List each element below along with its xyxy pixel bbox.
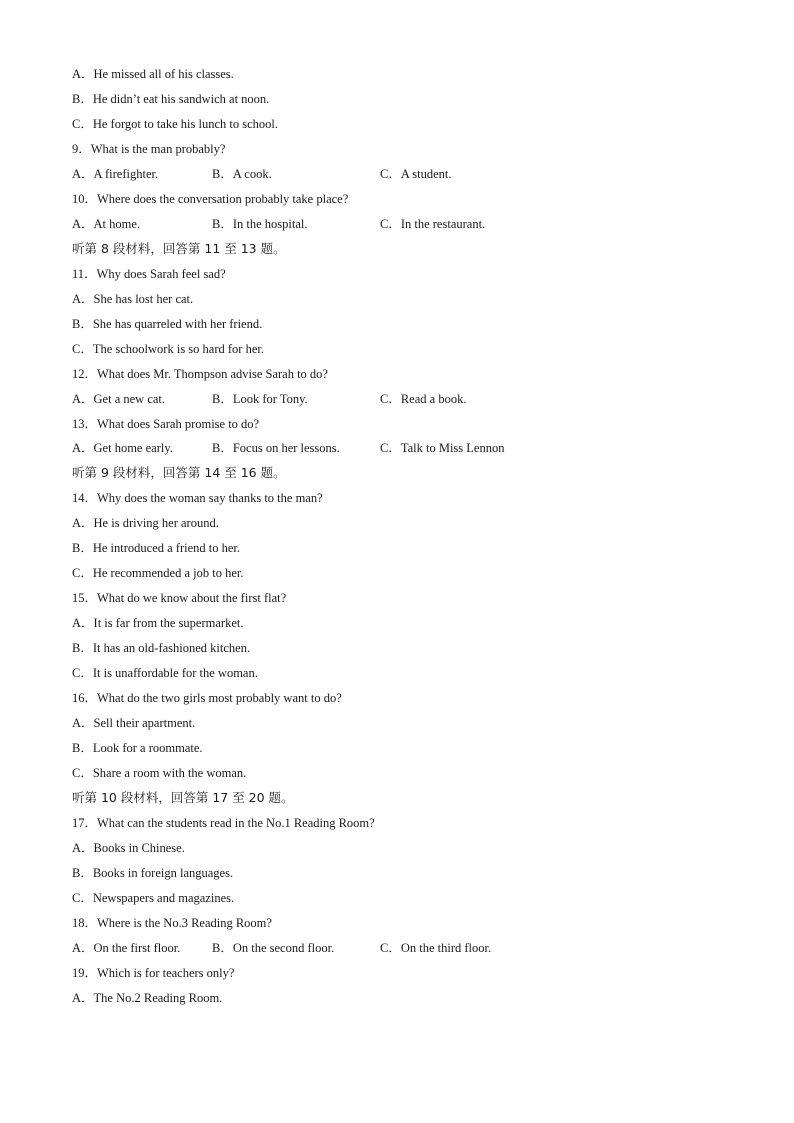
q13-option-b: B．Focus on her lessons. xyxy=(212,441,340,455)
question-16: 16．What do the two girls most probably want to do? xyxy=(72,691,342,705)
q10-option-c: C．In the restaurant. xyxy=(380,217,486,231)
q11-option-c: C．The schoolwork is so hard for her. xyxy=(72,342,264,356)
q15-option-a: A．It is far from the supermarket. xyxy=(72,616,244,630)
section-heading-9: 听第 9 段材料，回答第 14 至 16 题。 xyxy=(72,465,286,480)
q9-option-c: C．A student. xyxy=(380,167,452,181)
q16-option-b: B．Look for a roommate. xyxy=(72,741,203,755)
q15-option-b: B．It has an old-fashioned kitchen. xyxy=(72,641,251,655)
q12-option-b: B．Look for Tony. xyxy=(212,392,308,406)
q11-option-a: A．She has lost her cat. xyxy=(72,292,194,306)
question-18: 18．Where is the No.3 Reading Room? xyxy=(72,916,272,930)
q16-option-a: A．Sell their apartment. xyxy=(72,716,196,730)
question-19: 19．Which is for teachers only? xyxy=(72,966,235,980)
q14-option-a: A．He is driving her around. xyxy=(72,516,219,530)
q15-option-c: C．It is unaffordable for the woman. xyxy=(72,666,258,680)
q12-option-a: A．Get a new cat. xyxy=(72,392,166,406)
q9-option-a: A．A firefighter. xyxy=(72,167,159,181)
q13-option-a: A．Get home early. xyxy=(72,441,173,455)
q18-option-b: B．On the second floor. xyxy=(212,941,335,955)
q16-option-c: C．Share a room with the woman. xyxy=(72,766,247,780)
q11-option-b: B．She has quarreled with her friend. xyxy=(72,317,263,331)
q19-option-a: A．The No.2 Reading Room. xyxy=(72,991,223,1005)
q12-option-c: C．Read a book. xyxy=(380,392,467,406)
q8-option-a: A．He missed all of his classes. xyxy=(72,67,234,81)
q8-option-b: B．He didn’t eat his sandwich at noon. xyxy=(72,92,270,106)
question-11: 11．Why does Sarah feel sad? xyxy=(72,267,226,281)
section-heading-8: 听第 8 段材料，回答第 11 至 13 题。 xyxy=(72,241,286,256)
q9-option-b: B．A cook. xyxy=(212,167,272,181)
q14-option-c: C．He recommended a job to her. xyxy=(72,566,244,580)
q17-option-b: B．Books in foreign languages. xyxy=(72,866,234,880)
q14-option-b: B．He introduced a friend to her. xyxy=(72,541,241,555)
q17-option-a: A．Books in Chinese. xyxy=(72,841,185,855)
question-15: 15．What do we know about the first flat? xyxy=(72,591,287,605)
question-10: 10．Where does the conversation probably take place? xyxy=(72,192,349,206)
q10-option-a: A．At home. xyxy=(72,217,141,231)
q8-option-c: C．He forgot to take his lunch to school. xyxy=(72,117,278,131)
q10-option-b: B．In the hospital. xyxy=(212,217,308,231)
question-13: 13．What does Sarah promise to do? xyxy=(72,417,260,431)
section-heading-10: 听第 10 段材料，回答第 17 至 20 题。 xyxy=(72,790,294,805)
q18-option-a: A．On the first floor. xyxy=(72,941,181,955)
question-14: 14．Why does the woman say thanks to the man? xyxy=(72,491,323,505)
question-12: 12．What does Mr. Thompson advise Sarah to do? xyxy=(72,367,328,381)
question-9: 9．What is the man probably? xyxy=(72,142,226,156)
q18-option-c: C．On the third floor. xyxy=(380,941,492,955)
question-17: 17．What can the students read in the No.1 Reading Room? xyxy=(72,816,375,830)
q13-option-c: C．Talk to Miss Lennon xyxy=(380,441,505,455)
q17-option-c: C．Newspapers and magazines. xyxy=(72,891,235,905)
